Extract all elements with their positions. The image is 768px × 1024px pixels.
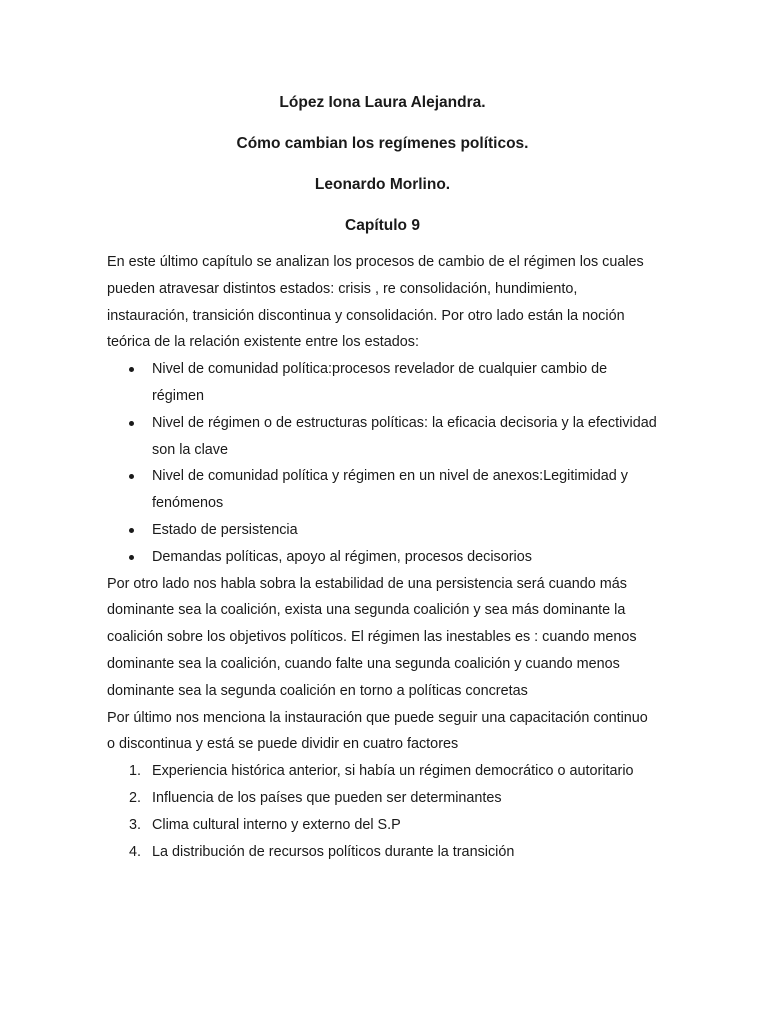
bullet-item [107, 517, 658, 544]
author-name: López Iona Laura Alejandra. [279, 94, 486, 111]
bullet-text: Nivel de régimen o de estructuras políticas: la eficacia decisoria y la efectividad son la clave [152, 414, 657, 458]
factors-numbered-list [107, 758, 658, 865]
numbered-item [107, 758, 658, 785]
item-text: Experiencia histórica anterior, si había un régimen democrático o autoritario [152, 763, 634, 780]
bullet-text: Nivel de comunidad política y régimen en un nivel de anexos:Legitimidad y fenómenos [152, 468, 628, 512]
intro-paragraph: En este último capítulo se analizan los procesos de cambio de el régimen los cuales pueden atravesar distintos estados: crisis , re consolidación, hundimiento, instauración, transición discontinua y consolidación. Por otro lado están la noción teórica de la relación existente entre los estados: [107, 254, 644, 351]
item-number: 3. [129, 816, 142, 833]
numbered-item [107, 839, 658, 866]
bullet-item [107, 356, 658, 410]
item-number: 2. [129, 789, 142, 806]
stability-paragraph: Por otro lado nos habla sobra la estabilidad de una persistencia será cuando más dominante sea la coalición, exista una segunda coalición y sea más dominante la coalición sobre los objetivos políticos. El régimen las inestables es : cuando menos dominante sea la coalición, cuando falte una segunda coalición y cuando menos dominante sea la segunda coalición en torno a políticas concretas [107, 575, 637, 699]
item-text: Influencia de los países que pueden ser determinantes [152, 789, 502, 806]
item-text: Clima cultural interno y externo del S.P [152, 816, 401, 833]
chapter-heading: Capítulo 9 [345, 217, 420, 234]
numbered-item [107, 812, 658, 839]
item-text: La distribución de recursos políticos durante la transición [152, 843, 515, 860]
bullet-icon [129, 367, 134, 372]
bullet-text: Estado de persistencia [152, 521, 298, 538]
numbered-item [107, 785, 658, 812]
source-author: Leonardo Morlino. [314, 176, 451, 193]
bullet-item [107, 410, 658, 464]
bullet-icon [129, 421, 134, 426]
bullet-text: Nivel de comunidad política:procesos revelador de cualquier cambio de régimen [152, 361, 608, 404]
document-title: Cómo cambian los regímenes políticos. [236, 135, 529, 152]
bullet-item [107, 544, 658, 571]
bullet-icon [129, 474, 134, 479]
bullet-icon [129, 528, 134, 533]
instauration-paragraph: Por último nos menciona la instauración que puede seguir una capacitación continuo o discontinua y está se puede dividir en cuatro factores [107, 709, 648, 753]
bullet-item [107, 463, 658, 517]
states-bullet-list [107, 356, 658, 570]
item-number: 1. [129, 763, 142, 780]
bullet-icon [129, 555, 134, 560]
bullet-text: Demandas políticas, apoyo al régimen, procesos decisorios [152, 548, 532, 565]
item-number: 4. [129, 843, 142, 860]
